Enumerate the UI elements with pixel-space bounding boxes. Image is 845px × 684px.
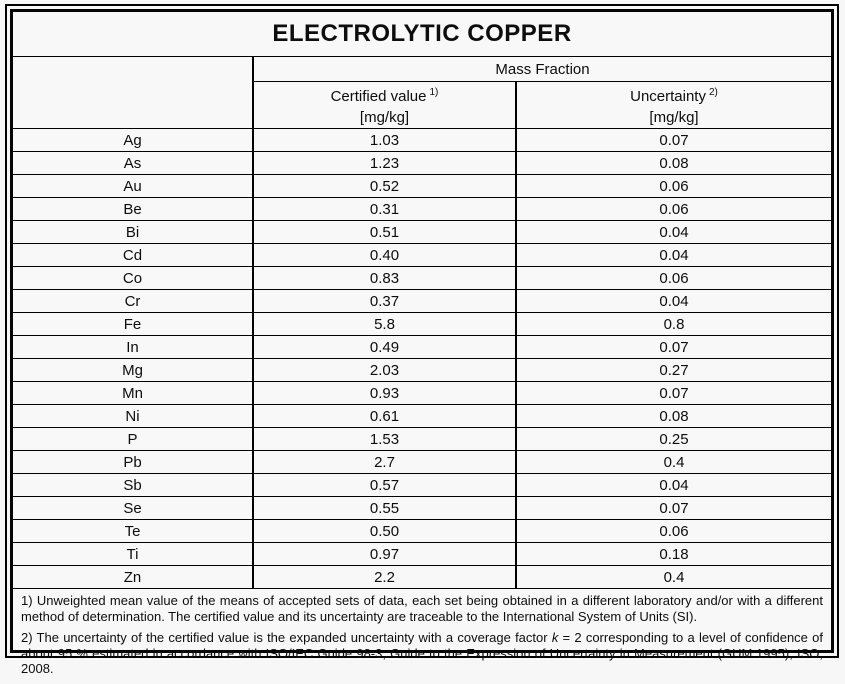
table-row-ni xyxy=(13,405,831,428)
element-cell: Te xyxy=(13,520,253,543)
footnote-ref-1: 1) xyxy=(429,87,438,98)
uncertainty-label: Uncertainty xyxy=(630,88,706,105)
element-cell: P xyxy=(13,428,253,451)
page-border xyxy=(5,4,839,658)
footnote-2-text-end: = 2 corresponding to a level of confidence of about 95 % estimated in accordance with ISO/IEC Guide 98-3, Guide to the Expression of Uncertainty in Measurement (GUM:1995), ISO, 2008. xyxy=(21,630,823,677)
table-row-co xyxy=(13,267,831,290)
group-header-row xyxy=(13,57,831,82)
table-row-mg xyxy=(13,359,831,382)
footnote-2-text-start: 2) The uncertainty of the certified value is the expanded uncertainty with a coverage factor xyxy=(21,630,552,645)
element-cell: Ti xyxy=(13,543,253,566)
table-row-p xyxy=(13,428,831,451)
uncertainty-cell: 0.04 xyxy=(516,290,831,313)
table-row-au xyxy=(13,175,831,198)
element-cell: As xyxy=(13,152,253,175)
element-cell: Zn xyxy=(13,566,253,589)
uncertainty-cell: 0.4 xyxy=(516,566,831,589)
element-cell: Ag xyxy=(13,129,253,152)
table-row-cd xyxy=(13,244,831,267)
certified-value-cell: 0.93 xyxy=(253,382,516,405)
element-cell: Mn xyxy=(13,382,253,405)
uncertainty-cell: 0.06 xyxy=(516,267,831,290)
certified-value-cell: 1.03 xyxy=(253,129,516,152)
element-cell: Mg xyxy=(13,359,253,382)
uncertainty-cell: 0.06 xyxy=(516,520,831,543)
uncertainty-cell: 0.18 xyxy=(516,543,831,566)
certified-value-cell: 2.03 xyxy=(253,359,516,382)
uncertainty-cell: 0.04 xyxy=(516,221,831,244)
uncertainty-cell: 0.07 xyxy=(516,129,831,152)
table-row-zn xyxy=(13,566,831,589)
table-row-cr xyxy=(13,290,831,313)
element-cell: Sb xyxy=(13,474,253,497)
certified-value-cell: 0.61 xyxy=(253,405,516,428)
certified-value-cell: 1.23 xyxy=(253,152,516,175)
certified-values-table xyxy=(13,12,831,684)
uncertainty-cell: 0.8 xyxy=(516,313,831,336)
element-cell: Au xyxy=(13,175,253,198)
uncertainty-header xyxy=(516,82,831,129)
certified-value-cell: 5.8 xyxy=(253,313,516,336)
uncertainty-cell: 0.27 xyxy=(516,359,831,382)
table-row-ag xyxy=(13,129,831,152)
table-row-sb xyxy=(13,474,831,497)
certified-value-cell: 0.49 xyxy=(253,336,516,359)
uncertainty-cell: 0.07 xyxy=(516,497,831,520)
uncertainty-cell: 0.04 xyxy=(516,244,831,267)
element-cell: Bi xyxy=(13,221,253,244)
table-row-as xyxy=(13,152,831,175)
element-cell: Be xyxy=(13,198,253,221)
footnote-1: 1) Unweighted mean value of the means of accepted sets of data, each set being obtained in a different laboratory and/or with a different method of determination. The certified value and its uncertainty are traceable to the International System of Units (SI). xyxy=(21,593,823,625)
table-row-in xyxy=(13,336,831,359)
element-cell: Cd xyxy=(13,244,253,267)
footnotes xyxy=(13,589,831,684)
certified-value-cell: 0.57 xyxy=(253,474,516,497)
table-row-pb xyxy=(13,451,831,474)
uncertainty-cell: 0.06 xyxy=(516,198,831,221)
certified-value-cell: 1.53 xyxy=(253,428,516,451)
footnote-2 xyxy=(21,630,823,678)
mass-fraction-header: Mass Fraction xyxy=(253,57,831,82)
uncertainty-unit: [mg/kg] xyxy=(517,107,831,128)
uncertainty-cell: 0.07 xyxy=(516,336,831,359)
certified-value-cell: 0.83 xyxy=(253,267,516,290)
certified-value-cell: 0.37 xyxy=(253,290,516,313)
uncertainty-cell: 0.25 xyxy=(516,428,831,451)
certified-value-cell: 2.2 xyxy=(253,566,516,589)
certified-value-cell: 0.52 xyxy=(253,175,516,198)
certified-value-label-line xyxy=(254,82,515,107)
table-row-se xyxy=(13,497,831,520)
certified-value-cell: 0.40 xyxy=(253,244,516,267)
uncertainty-cell: 0.07 xyxy=(516,382,831,405)
footnote-ref-2: 2) xyxy=(709,87,718,98)
certified-value-cell: 0.97 xyxy=(253,543,516,566)
certified-value-cell: 2.7 xyxy=(253,451,516,474)
certified-value-cell: 0.51 xyxy=(253,221,516,244)
certified-value-label: Certified value xyxy=(331,88,427,105)
element-cell: Se xyxy=(13,497,253,520)
table-row-bi xyxy=(13,221,831,244)
certified-value-unit: [mg/kg] xyxy=(254,107,515,128)
corner-cell xyxy=(13,57,253,129)
document-title: ELECTROLYTIC COPPER xyxy=(13,12,831,57)
uncertainty-cell: 0.4 xyxy=(516,451,831,474)
uncertainty-cell: 0.06 xyxy=(516,175,831,198)
uncertainty-cell: 0.08 xyxy=(516,152,831,175)
title-row xyxy=(13,12,831,57)
coverage-factor-k: k xyxy=(552,630,559,645)
uncertainty-cell: 0.08 xyxy=(516,405,831,428)
uncertainty-label-line xyxy=(517,82,831,107)
uncertainty-cell: 0.04 xyxy=(516,474,831,497)
table-row-te xyxy=(13,520,831,543)
footnote-row xyxy=(13,589,831,684)
element-cell: Fe xyxy=(13,313,253,336)
element-cell: In xyxy=(13,336,253,359)
element-cell: Co xyxy=(13,267,253,290)
element-cell: Ni xyxy=(13,405,253,428)
table-row-be xyxy=(13,198,831,221)
table-row-mn xyxy=(13,382,831,405)
element-cell: Cr xyxy=(13,290,253,313)
table-row-fe xyxy=(13,313,831,336)
certified-value-cell: 0.31 xyxy=(253,198,516,221)
certified-value-cell: 0.50 xyxy=(253,520,516,543)
element-cell: Pb xyxy=(13,451,253,474)
certified-value-cell: 0.55 xyxy=(253,497,516,520)
certified-value-header xyxy=(253,82,516,129)
table-border xyxy=(10,9,834,653)
table-row-ti xyxy=(13,543,831,566)
